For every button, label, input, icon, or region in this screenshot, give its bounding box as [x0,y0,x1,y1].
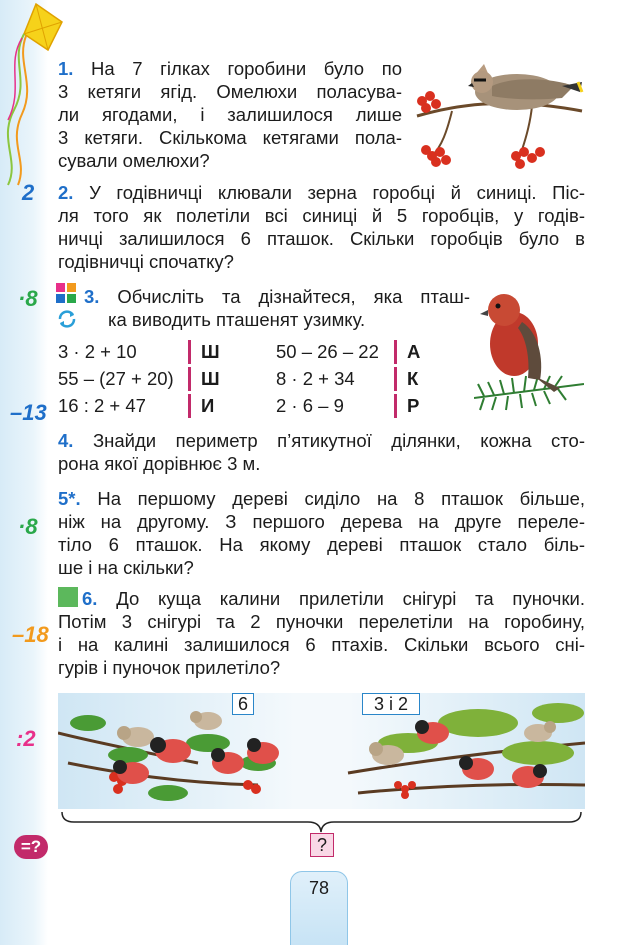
margin-mark-minus-13: –13 [10,400,47,425]
question-box: ? [310,833,334,857]
divider-bar [188,340,191,364]
expression-a: 16 : 2 + 47 [58,395,146,416]
task-1-line-4: 3 кетяги. Скількома кетягами пола- [58,127,402,148]
task-5-number: 5*. [58,488,81,509]
divider-bar [394,340,397,364]
expression-row [58,365,437,392]
task-1-line-5: сували омелюхи? [58,150,210,171]
expression-row [58,338,437,365]
margin-mark-minus-18: –18 [12,622,49,647]
task-2-number: 2. [58,182,74,203]
expression-a: 55 – (27 + 20) [58,368,174,389]
task-4-number: 4. [58,430,74,451]
task-2-line-2: ля того як полетіли всі синиці й 5 горобців, у годів- [58,205,585,226]
task-2-line-4: годівничці спочатку? [58,251,234,272]
task-3-line-2: ка виводить пташенят узимку. [108,309,366,330]
letter-a: Ш [201,341,220,362]
task-6-line-4: гурів і пуночок прилетіло? [58,657,281,678]
task-6-line-2: Потім 3 снігурі та 2 пуночки перелетіли на горобину, [58,611,585,632]
margin-mark-times-8b: ·8 [18,514,38,539]
waxwing-on-rowan-illustration [412,56,587,172]
task-4 [58,429,585,475]
expression-b: 8 · 2 + 34 [276,368,355,389]
expression-b: 2 · 6 – 9 [276,395,344,416]
task-1-number: 1. [58,58,74,79]
divider-bar [188,367,191,391]
margin-mark-div-2: :2 [16,726,36,751]
divider-bar [394,394,397,418]
divider-bar [188,394,191,418]
task-6 [58,587,585,679]
task-6-line-1: До куща калини прилетіли снігурі та пуночки. [116,588,586,609]
expression-a: 3 · 2 + 10 [58,341,137,362]
equals-question-badge: =? [14,835,48,859]
birds-scene-illustration [58,693,585,809]
task-3-expressions [58,338,437,419]
group-work-icon [56,283,76,303]
task-6-number: 6. [82,588,98,609]
brace [58,810,585,834]
letter-b: Р [407,395,420,416]
page-number: 78 [308,878,330,898]
task-5-line-1: На першому дереві сиділо на 8 пташок більше, [97,488,585,509]
task-3-number: 3. [84,286,100,307]
task-5 [58,487,585,579]
expression-row [58,392,437,419]
task-5-line-2: ніж на другому. З першого дерева на друге переле- [58,511,585,532]
birds-scene [58,693,585,809]
letter-a: И [201,395,215,416]
task-2-line-1: У годівничці клювали зерна горобці й синиці. Піс- [89,182,586,203]
task-1-line-2: 3 кетяги ягід. Омелюхи поласува- [58,81,402,102]
letter-b: А [407,341,421,362]
task-2 [58,181,585,273]
task-5-line-3: тіло 6 пташок. На якому дереві пташок стало біль- [58,534,585,555]
expression-b: 50 – 26 – 22 [276,341,379,362]
divider-bar [394,367,397,391]
task-1-line-1: На 7 гілках горобини було по [91,58,402,79]
letter-a: Ш [201,368,220,389]
task-6-line-3: і на калині залишилося 6 птахів. Скільки всього сні- [58,634,585,655]
label-three-and-two: 3 і 2 [362,693,420,715]
task-1 [58,57,402,172]
task-1-line-3: ли ягодами, і залишилося лише [58,104,402,125]
task-3 [84,285,470,331]
task-4-line-2: рона якої дорівнює 3 м. [58,453,261,474]
page-tab [290,871,348,945]
margin-mark-times-8: ·8 [18,286,38,311]
task-5-line-4: ше і на скільки? [58,557,194,578]
task-4-line-1: Знайди периметр п’ятикутної ділянки, кожна сто- [92,430,586,451]
label-six: 6 [232,693,254,715]
task-2-line-3: ничці залишилося 6 пташок. Скільки горобців було в [58,228,585,249]
task-3-line-1: Обчисліть та дізнайтеся, яка пташ- [117,286,470,307]
letter-b: К [407,368,419,389]
crossbill-on-spruce-illustration [474,288,584,412]
repeat-cycle-icon [56,308,78,330]
margin-mark-2: 2 [22,180,35,205]
